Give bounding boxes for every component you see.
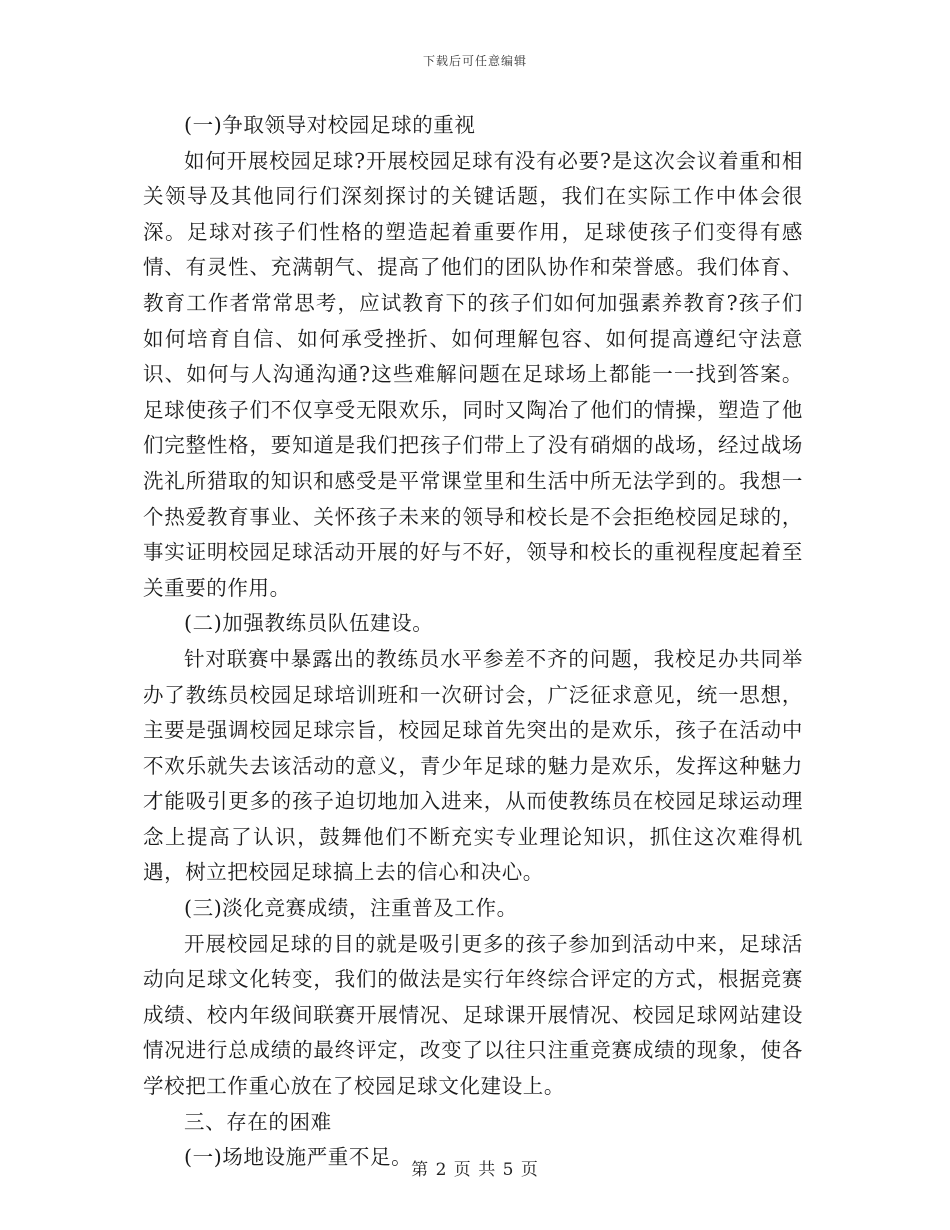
chapter-heading: 三、存在的困难 bbox=[184, 1109, 332, 1134]
body-paragraph-1: 如何开展校园足球?开展校园足球有没有必要?是这次会议着重和相关领导及其他同行们深刻探讨的关键话题，我们在实际工作中体会很深。足球对孩子们性格的塑造起着重要作用，足球使孩子们变得有感情、有灵性、充满朝气、提高了他们的团队协作和荣誉感。我们体育、教育工作者常常思考，应试教育下的孩子们如何加强素养教育?孩子们如何培育自信、如何承受挫折、如何理解包容、如何提高遵纪守法意识、如何与人沟通沟通?这些难解问题在足球场上都能一一找到答案。足球使孩子们不仅享受无限欢乐，同时又陶冶了他们的情操，塑造了他们完整性格，要知道是我们把孩子们带上了没有硝烟的战场，经过战场洗礼所猎取的知识和感受是平常课堂里和生活中所无法学到的。我想一个热爱教育事业、关怀孩子未来的领导和校长是不会拒绝校园足球的，事实证明校园足球活动开展的好与不好，领导和校长的重视程度起着至关重要的作用。 bbox=[143, 148, 803, 600]
document-body bbox=[143, 108, 803, 1176]
section-heading-2: (二)加强教练员队伍建设。 bbox=[184, 611, 434, 636]
section-heading-3: (三)淡化竞赛成绩，注重普及工作。 bbox=[184, 896, 518, 921]
body-paragraph-2: 针对联赛中暴露出的教练员水平参差不齐的问题，我校足办共同举办了教练员校园足球培训班和一次研讨会，广泛征求意见，统一思想，主要是强调校园足球宗旨，校园足球首先突出的是欢乐，孩子在活动中不欢乐就失去该活动的意义，青少年足球的魅力是欢乐，发挥这种魅力才能吸引更多的孩子迫切地加入进来，从而使教练员在校园足球运动理念上提高了认识，鼓舞他们不断充实专业理论知识，抓住这次难得机遇，树立把校园足球搞上去的信心和决心。 bbox=[143, 646, 803, 885]
body-paragraph-3: 开展校园足球的目的就是吸引更多的孩子参加到活动中来，足球活动向足球文化转变，我们的做法是实行年终综合评定的方式，根据竞赛成绩、校内年级间联赛开展情况、足球课开展情况、校园足球网站建设情况进行总成绩的最终评定，改变了以往只注重竞赛成绩的现象，使各学校把工作重心放在了校园足球文化建设上。 bbox=[143, 931, 803, 1099]
page-footer: 第 2 页 共 5 页 bbox=[411, 1160, 539, 1180]
header-note: 下载后可任意编辑 bbox=[422, 54, 527, 68]
section-heading-1: (一)争取领导对校园足球的重视 bbox=[184, 113, 476, 137]
section-heading-4: (一)场地设施严重不足。 bbox=[184, 1145, 413, 1170]
